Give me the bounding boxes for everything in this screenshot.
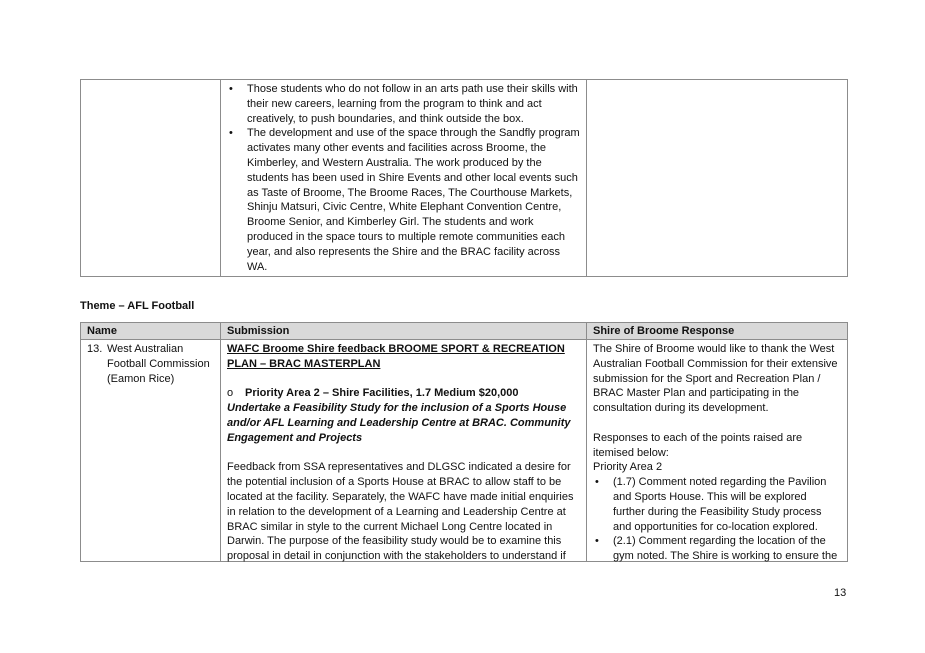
priority-description: Undertake a Feasibility Study for the inclusion of a Sports House and/or AFL Learning and Leadership Centre at BRAC. Community Engagement and Projects: [227, 402, 571, 444]
response-cell-empty: [587, 80, 848, 277]
header-response: Shire of Broome Response: [587, 323, 848, 340]
submission-cell: [221, 80, 587, 277]
submission-bullet: • The development and use of the space through the Sandfly program activates many other events and facilities across Broome, the Kimberley, and Western Australia. The work produced by the students has been used in Shire Events and other local events such as Taste of Broome, The Broome Races, The Courthouse Markets, Shinju Matsuri, Civic Centre, White Elephant Convention Centre, Broome Senior, and Kimberley Girl. The students and work produced in the space tours to multiple remote communities each year, and also represents the Shire and the BRAC facility across WA.: [247, 126, 580, 274]
name-cell-empty: [81, 80, 221, 277]
continuation-table: [80, 79, 848, 277]
theme-heading: Theme – AFL Football: [80, 300, 195, 312]
response-area: Priority Area 2: [593, 461, 663, 474]
header-name: Name: [81, 323, 221, 340]
response-itemised: Responses to each of the points raised are itemised below:: [593, 431, 803, 459]
submission-cell: [221, 340, 587, 562]
submission-bullet: • Those students who do not follow in an arts path use their skills with their new careers, learning from the program to think and act creatively, to push boundaries, and think outside the box.: [247, 82, 580, 126]
submission-title: WAFC Broome Shire feedback BROOME SPORT & RECREATION PLAN – BRAC MASTERPLAN: [227, 343, 565, 370]
priority-line: [227, 386, 580, 401]
page-number: 13: [834, 587, 847, 599]
name-cell: [81, 340, 221, 562]
header-submission: Submission: [221, 323, 587, 340]
response-bullet: • (2.1) Comment regarding the location of the gym noted. The Shire is working to ensure the: [613, 534, 841, 564]
priority-text: Priority Area 2 – Shire Facilities, 1.7 Medium $20,000: [245, 387, 519, 400]
row-number: 13.: [87, 343, 103, 355]
circle-bullet-icon: o: [227, 387, 234, 400]
afl-table: [80, 322, 848, 562]
submitter-name: West Australian Football Commission (Eamon Rice): [107, 343, 210, 385]
submission-body: Feedback from SSA representatives and DLGSC indicated a desire for the potential inclusion of a Sports House at BRAC to allow staff to be located at the facility. Separately, the WAFC have made initial enquiries in relation to the development of a Learning and Leadership Centre at BRAC similar in style to the current Michael Long Centre located in Darwin. The purpose of the feasibility study would be to examine this proposal in detail in conjunction with the stakeholders to understand if: [227, 461, 574, 563]
response-cell: [587, 340, 848, 562]
response-bullet: • (1.7) Comment noted regarding the Pavilion and Sports House. This will be explored further during the Feasibility Study process and opportunities for co-location explored.: [613, 475, 841, 534]
response-intro: The Shire of Broome would like to thank the West Australian Football Commission for their extensive submission for the Sport and Recreation Plan / BRAC Master Plan and participating in the consultation during its development.: [593, 343, 838, 415]
